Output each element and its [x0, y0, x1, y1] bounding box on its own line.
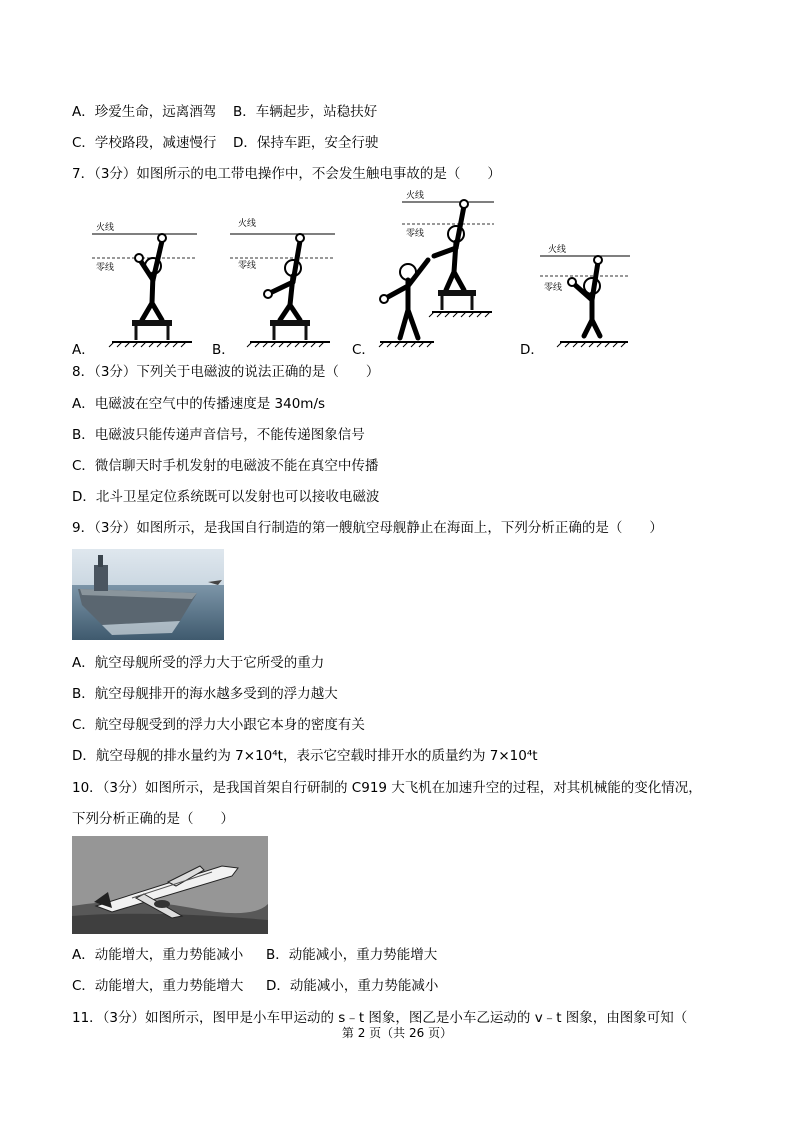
q9-stem: 9．（3分）如图所示，是我国自行制造的第一艘航空母舰静止在海面上，下列分析正确的是（ ）	[72, 520, 663, 536]
q10-option-d: D．动能减小，重力势能减小	[266, 978, 439, 994]
q9-option-c: C．航空母舰受到的浮力大小跟它本身的密度有关	[72, 717, 365, 733]
q10-option-a: A．动能增大，重力势能减小	[72, 947, 244, 963]
q7-figure-d	[540, 236, 635, 348]
aircraft-carrier-photo	[72, 549, 224, 640]
q7-option-c: C．	[352, 342, 375, 358]
page-footer: 第 2 页（共 26 页）	[341, 1026, 453, 1040]
q9-option-a: A．航空母舰所受的浮力大于它所受的重力	[72, 655, 325, 671]
q7-option-a: A．	[72, 342, 95, 358]
q8-option-c: C．微信聊天时手机发射的电磁波不能在真空中传播	[72, 458, 379, 474]
q7-option-d: D．	[520, 342, 544, 358]
q7-figure-c	[372, 186, 497, 348]
q9-option-b: B．航空母舰排开的海水越多受到的浮力越大	[72, 686, 338, 702]
q10-option-b: B．动能减小，重力势能增大	[266, 947, 438, 963]
q7-option-b: B．	[212, 342, 235, 358]
q11-stem: 11．（3分）如图所示，图甲是小车甲运动的 s﹣t 图象，图乙是小车乙运动的 v﹣t 图象，由图象可知（	[72, 1010, 688, 1026]
neutral-wire-label: 零线	[238, 261, 257, 271]
neutral-wire-label: 零线	[406, 229, 425, 239]
q10-option-c: C．动能增大，重力势能增大	[72, 978, 244, 994]
q9-option-d: D．航空母舰的排水量约为 7×10⁴t，表示它空载时排开水的质量约为 7×10⁴t	[72, 748, 538, 764]
q6-option-c: C．学校路段，减速慢行	[72, 135, 217, 151]
q6-option-a: A．珍爱生命，远离酒驾	[72, 104, 217, 120]
neutral-wire-label: 零线	[544, 283, 563, 293]
q10-stem-line1: 10．（3分）如图所示，是我国首架自行研制的 C919 大飞机在加速升空的过程，对其机械能的变化情况，	[72, 780, 702, 796]
live-wire-label: 火线	[238, 219, 257, 229]
q7-figure-a	[92, 208, 202, 348]
q10-stem-line2: 下列分析正确的是（ ）	[72, 811, 234, 827]
q6-option-d: D．保持车距，安全行驶	[233, 135, 379, 151]
q7-figure-b	[230, 208, 340, 348]
c919-airplane-photo	[72, 836, 268, 934]
live-wire-label: 火线	[406, 191, 425, 201]
q8-option-a: A．电磁波在空气中的传播速度是 340m/s	[72, 396, 326, 412]
q8-option-d: D．北斗卫星定位系统既可以发射也可以接收电磁波	[72, 489, 380, 505]
live-wire-label: 火线	[548, 245, 567, 255]
q8-option-b: B．电磁波只能传递声音信号，不能传递图象信号	[72, 427, 365, 443]
q7-stem: 7．（3分）如图所示的电工带电操作中，不会发生触电事故的是（ ）	[72, 166, 501, 182]
q6-option-b: B．车辆起步，站稳扶好	[233, 104, 378, 120]
live-wire-label: 火线	[96, 223, 115, 233]
neutral-wire-label: 零线	[96, 263, 115, 273]
q8-stem: 8．（3分）下列关于电磁波的说法正确的是（ ）	[72, 364, 380, 380]
